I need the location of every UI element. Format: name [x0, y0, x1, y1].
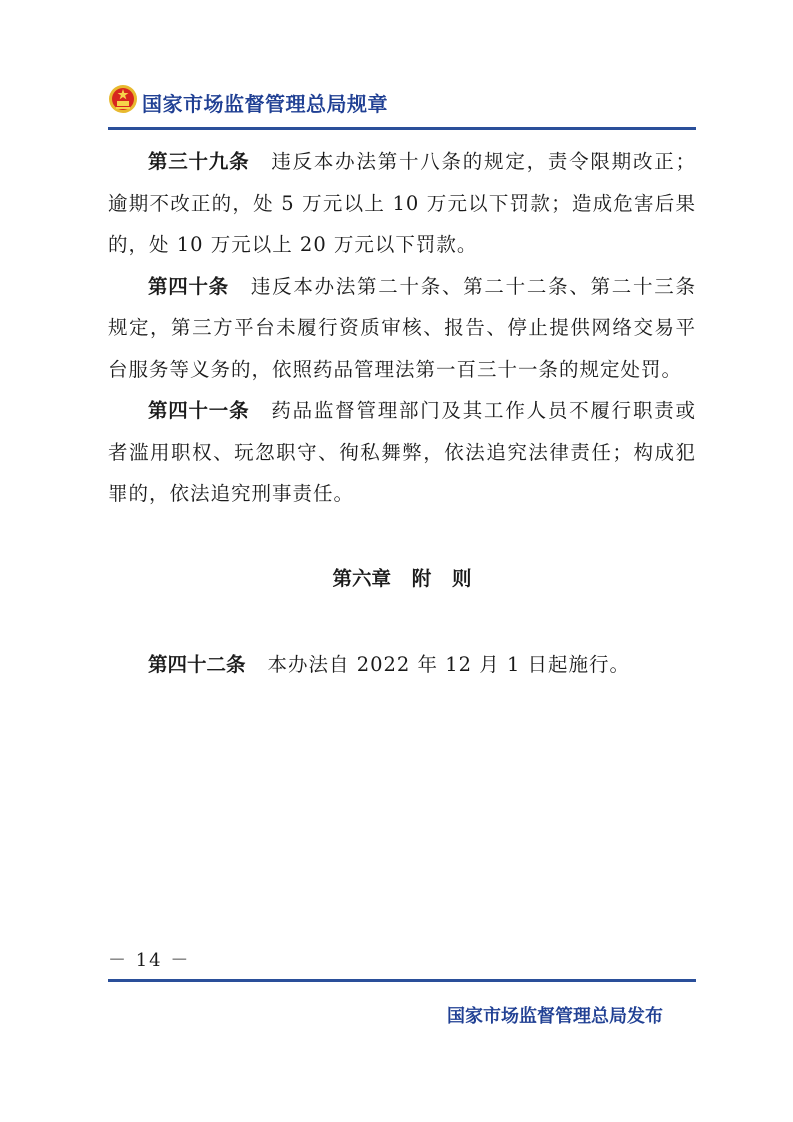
publisher-label: 国家市场监督管理总局发布 — [447, 1006, 663, 1027]
national-emblem-icon — [108, 84, 138, 114]
article-40 — [108, 266, 696, 391]
article-number: 第四十一条 — [148, 399, 250, 422]
article-text: 药品监督管理部门及其工作人员不履行职责或者滥用职权、玩忽职守、徇私舞弊，依法追究法律责任；构成犯罪的，依法追究刑事责任。 — [108, 399, 696, 505]
header-title: 国家市场监督管理总局规章 — [142, 92, 388, 116]
article-number: 第四十二条 — [148, 653, 246, 676]
final-article-block — [108, 644, 696, 686]
document-body — [108, 141, 696, 515]
article-39 — [108, 141, 696, 266]
article-text: 违反本办法第十八条的规定，责令限期改正；逾期不改正的，处 5 万元以上 10 万元以下罚款；造成危害后果的，处 10 万元以上 20 万元以下罚款。 — [108, 150, 696, 256]
article-text: 违反本办法第二十条、第二十二条、第二十三条规定，第三方平台未履行资质审核、报告、停止提供网络交易平台服务等义务的，依照药品管理法第一百三十一条的规定处罚。 — [108, 274, 696, 381]
article-number: 第三十九条 — [148, 150, 250, 173]
page-header — [108, 84, 696, 120]
article-41 — [108, 390, 696, 515]
article-number: 第四十条 — [148, 274, 229, 298]
header-divider — [108, 127, 696, 130]
article-text: 本办法自 2022 年 12 月 1 日起施行。 — [267, 653, 631, 676]
chapter-title: 第六章 附 则 — [332, 567, 472, 590]
footer-divider — [108, 979, 696, 982]
article-42 — [108, 644, 696, 686]
page-number: － 14 － — [108, 950, 191, 971]
